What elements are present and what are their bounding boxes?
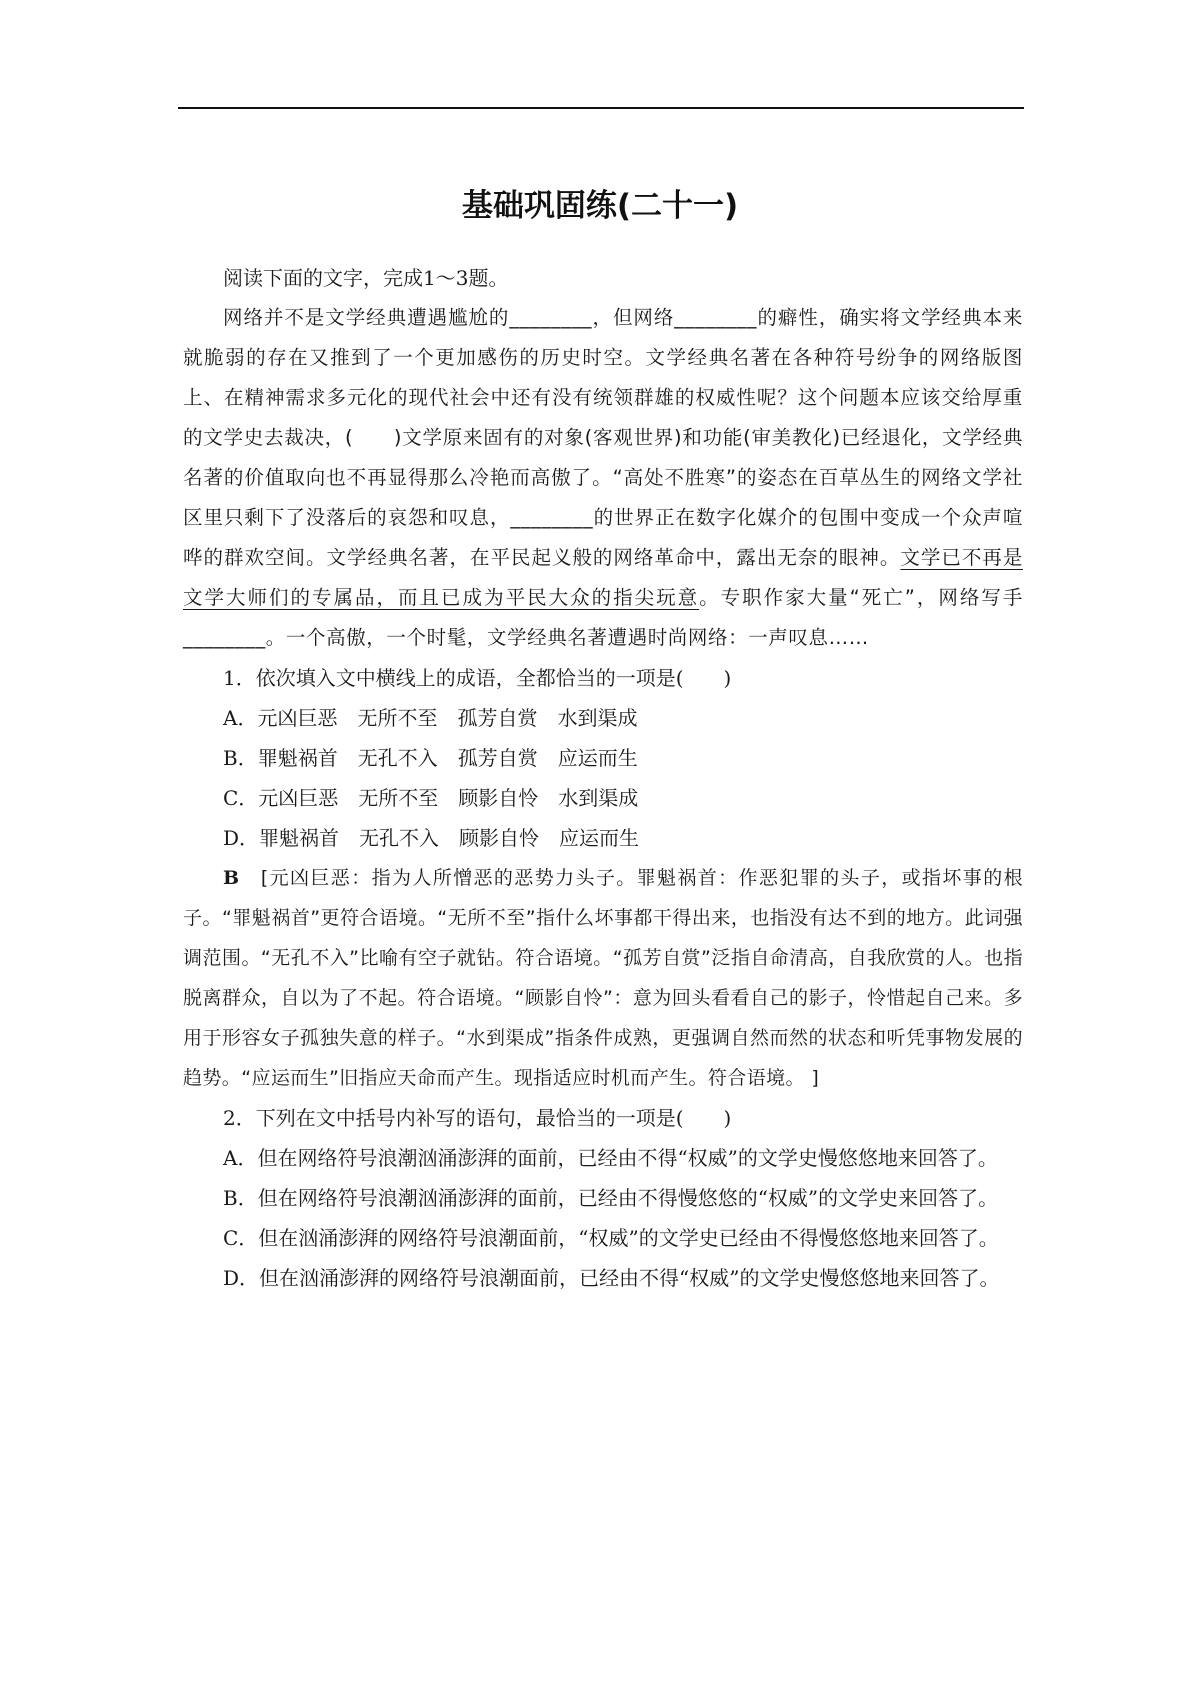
document-body (183, 258, 1023, 1298)
answer-letter: B (223, 867, 240, 889)
passage-text-end: 。专职作家大量“死亡”，网络写手________。一个高傲，一个时髦，文学经典名著遭遇时尚网络：一声叹息…… (183, 586, 1023, 649)
passage-text: 网络并不是文学经典遭遇尴尬的________，但网络________的癖性，确实将文学经典本来就脆弱的存在又推到了一个更加感伤的历史时空。文学经典名著在各种符号纷争的网络版图上、在精神需求多元化的现代社会中还有没有统领群雄的权威性呢？这个问题本应该交给厚重的文学史去裁决，( )文学原来固有的对象(客观世界)和功能(审美教化)已经退化，文学经典名著的价值取向也不再显得那么冷艳而高傲了。“高处不胜寒”的姿态在百草丛生的网络文学社区里只剩下了没落后的哀怨和叹息，________的世界正在数字化媒介的包围中变成一个众声喧哗的群欢空间。文学经典名著，在平民起义般的网络革命中，露出无奈的眼神。 (183, 306, 1023, 569)
question-2-option-d: D．但在汹涌澎湃的网络符号浪潮面前，已经由不得“权威”的文学史慢悠悠地来回答了。 (223, 1266, 1000, 1290)
page-title: 基础巩固练(二十一) (461, 188, 739, 224)
question-1-option-c: C．元凶巨恶 无所不至 顾影自怜 水到渠成 (223, 786, 639, 810)
question-2-stem: 2．下列在文中括号内补写的语句，最恰当的一项是( ) (223, 1106, 732, 1130)
question-2-option-a: A．但在网络符号浪潮汹涌澎湃的面前，已经由不得“权威”的文学史慢悠悠地来回答了。 (223, 1146, 998, 1170)
question-1-stem: 1．依次填入文中横线上的成语，全都恰当的一项是( ) (223, 666, 732, 690)
question-1-answer (183, 858, 1023, 1098)
header-rule (178, 107, 1024, 109)
question-1-option-b: B．罪魁祸首 无孔不入 孤芳自赏 应运而生 (223, 746, 638, 770)
question-1-option-d: D．罪魁祸首 无孔不入 顾影自怜 应运而生 (223, 826, 640, 850)
passage-underlined-sentence: 文学已不再是文学大师们的专属品，而且已成为平民大众的指尖玩意 (183, 546, 1023, 609)
reading-passage (183, 298, 1023, 658)
question-2-option-b: B．但在网络符号浪潮汹涌澎湃的面前，已经由不得慢悠悠的“权威”的文学史来回答了。 (223, 1186, 999, 1210)
answer-explanation: [元凶巨恶：指为人所憎恶的恶势力头子。罪魁祸首：作恶犯罪的头子，或指坏事的根子。“罪魁祸首”更符合语境。“无所不至”指什么坏事都干得出来，也指没有达不到的地方。此词强调范围。“无孔不入”比喻有空子就钻。符合语境。“孤芳自赏”泛指自命清高，自我欣赏的人。也指脱离群众，自以为了不起。符合语境。“顾影自怜”：意为回头看看自己的影子，怜惜起自己来。多用于形容女子孤独失意的样子。“水到渠成”指条件成熟，更强调自然而然的状态和听凭事物发展的趋势。“应运而生”旧指应天命而产生。现指适应时机而产生。符合语境。 ] (183, 867, 1023, 1089)
reading-instruction: 阅读下面的文字，完成1～3题。 (223, 266, 509, 290)
question-2-option-c: C．但在汹涌澎湃的网络符号浪潮面前，“权威”的文学史已经由不得慢悠悠地来回答了。 (223, 1226, 999, 1250)
question-1-option-a: A．元凶巨恶 无所不至 孤芳自赏 水到渠成 (223, 706, 638, 730)
